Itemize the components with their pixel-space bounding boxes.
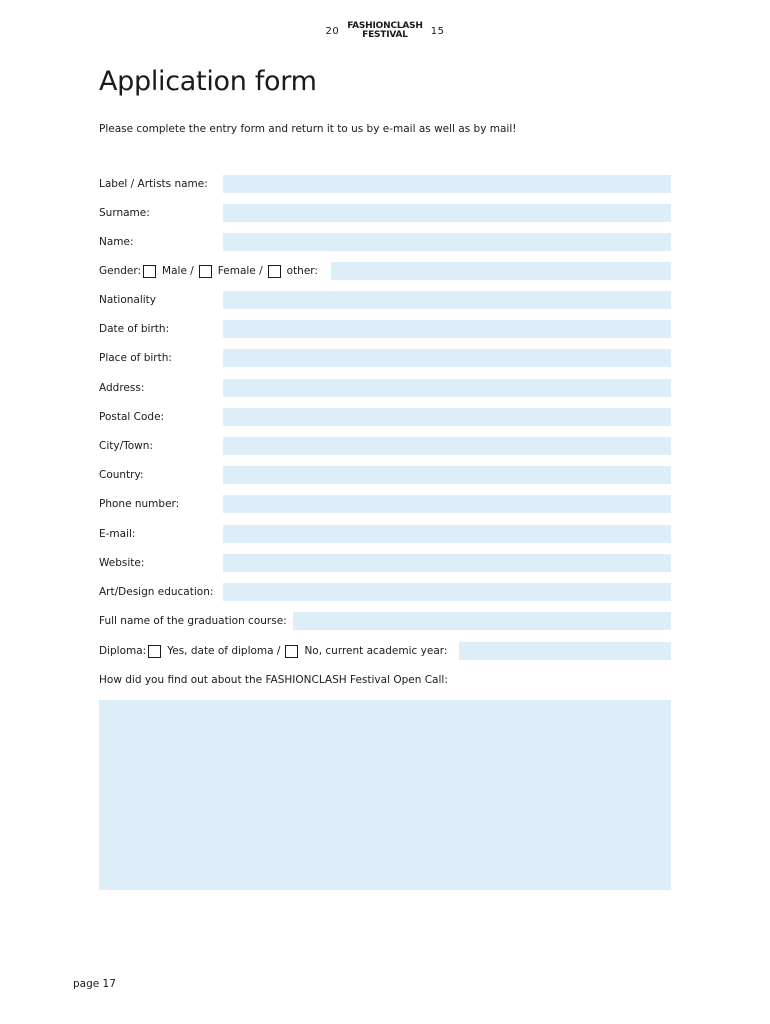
dob-label: Date of birth: xyxy=(99,323,170,335)
found-out-row xyxy=(99,671,671,689)
diploma-no-label: No, current academic year: xyxy=(304,645,448,657)
found-out-textarea[interactable] xyxy=(99,700,671,890)
label-label: Label / Artists name: xyxy=(99,178,208,190)
dob-row xyxy=(99,320,671,338)
diploma-yes-checkbox[interactable] xyxy=(148,645,161,658)
year-left: 20 xyxy=(325,25,340,37)
diploma-year-input[interactable] xyxy=(459,642,671,660)
label-row xyxy=(99,175,671,193)
nationality-row xyxy=(99,291,671,309)
postal-label: Postal Code: xyxy=(99,411,165,423)
surname-row xyxy=(99,204,671,222)
education-row xyxy=(99,583,671,601)
gender-female-label: Female / xyxy=(217,265,263,277)
intro-text: Please complete the entry form and return it to us by e-mail as well as by mail! xyxy=(99,123,517,135)
email-row xyxy=(99,525,671,543)
gender-other-input[interactable] xyxy=(331,262,671,280)
nationality-input[interactable] xyxy=(223,291,671,309)
gender-other-label: other: xyxy=(286,265,318,277)
postal-input[interactable] xyxy=(223,408,671,426)
city-label: City/Town: xyxy=(99,440,153,452)
phone-label: Phone number: xyxy=(99,498,180,510)
city-row xyxy=(99,437,671,455)
postal-row xyxy=(99,408,671,426)
page-number: page 17 xyxy=(73,978,116,990)
diploma-label: Diploma: xyxy=(99,645,147,657)
pob-label: Place of birth: xyxy=(99,352,172,364)
address-label: Address: xyxy=(99,382,145,394)
brand-line-2: FESTIVAL xyxy=(362,30,408,40)
education-label: Art/Design education: xyxy=(99,586,214,598)
email-label: E-mail: xyxy=(99,528,136,540)
nationality-label: Nationality xyxy=(99,294,157,306)
surname-label: Surname: xyxy=(99,207,150,219)
pob-row xyxy=(99,349,671,367)
dob-input[interactable] xyxy=(223,320,671,338)
name-row xyxy=(99,233,671,251)
address-row xyxy=(99,379,671,397)
phone-input[interactable] xyxy=(223,495,671,513)
address-input[interactable] xyxy=(223,379,671,397)
diploma-yes-label: Yes, date of diploma / xyxy=(167,645,281,657)
page-header xyxy=(0,22,770,40)
name-label: Name: xyxy=(99,236,134,248)
country-label: Country: xyxy=(99,469,144,481)
pob-input[interactable] xyxy=(223,349,671,367)
graduation-row xyxy=(99,612,671,630)
graduation-input[interactable] xyxy=(293,612,671,630)
phone-row xyxy=(99,495,671,513)
brand-line-1: FASHIONCLASH xyxy=(347,21,423,31)
city-input[interactable] xyxy=(223,437,671,455)
education-input[interactable] xyxy=(223,583,671,601)
diploma-no-checkbox[interactable] xyxy=(285,645,298,658)
website-row xyxy=(99,554,671,572)
gender-other-checkbox[interactable] xyxy=(268,265,281,278)
name-input[interactable] xyxy=(223,233,671,251)
diploma-row xyxy=(99,642,671,660)
email-input[interactable] xyxy=(223,525,671,543)
website-input[interactable] xyxy=(223,554,671,572)
page-title: Application form xyxy=(99,66,317,97)
gender-female-checkbox[interactable] xyxy=(199,265,212,278)
label-input[interactable] xyxy=(223,175,671,193)
found-out-label: How did you find out about the FASHIONCLASH Festival Open Call: xyxy=(99,674,448,686)
surname-input[interactable] xyxy=(223,204,671,222)
brand-logo xyxy=(347,22,423,40)
website-label: Website: xyxy=(99,557,145,569)
year-right: 15 xyxy=(430,25,445,37)
country-row xyxy=(99,466,671,484)
gender-male-checkbox[interactable] xyxy=(143,265,156,278)
gender-label: Gender: xyxy=(99,265,142,277)
country-input[interactable] xyxy=(223,466,671,484)
gender-row xyxy=(99,262,671,280)
gender-male-label: Male / xyxy=(162,265,194,277)
graduation-label: Full name of the graduation course: xyxy=(99,615,287,627)
